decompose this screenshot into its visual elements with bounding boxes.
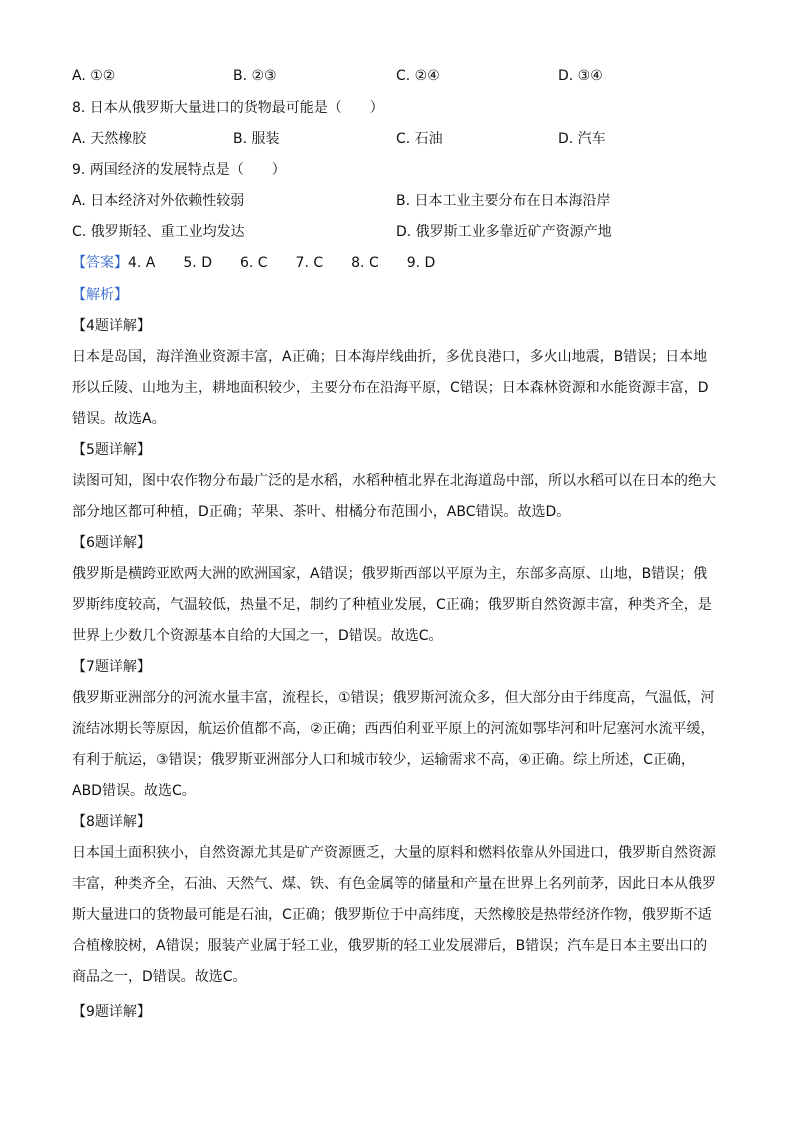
section-7-line: 俄罗斯亚洲部分的河流水量丰富，流程长，①错误；俄罗斯河流众多，但大部分由于纬度高，气温低，河 — [72, 690, 715, 706]
section-4-heading: 【4题详解】 — [72, 318, 151, 334]
section-7-line: 流结冰期长等原因，航运价值都不高，②正确；西西伯利亚平原上的河流如鄂毕河和叶尼塞河水流平缓， — [72, 721, 715, 737]
analysis-label: 【解析】 — [72, 287, 128, 303]
section-8-line: 斯大量进口的货物最可能是石油，C正确；俄罗斯位于中高纬度，天然橡胶是热带经济作物，俄罗斯不适 — [72, 907, 712, 923]
section-6-line: 世界上少数几个资源基本自给的大国之一，D错误。故选C。 — [72, 628, 443, 644]
section-5-line: 读图可知，图中农作物分布最广泛的是水稻，水稻种植北界在北海道岛中部，所以水稻可以在日本的绝大 — [72, 473, 716, 489]
q9-option-c: C. 俄罗斯轻、重工业均发达 — [72, 224, 245, 240]
q8-option-b: B. 服装 — [233, 131, 280, 147]
section-4-body — [72, 342, 722, 435]
section-6-line: 罗斯纬度较高，气温较低，热量不足，制约了种植业发展，C正确；俄罗斯自然资源丰富，种类齐全，是 — [72, 597, 712, 613]
section-4-line: 日本是岛国，海洋渔业资源丰富，A正确；日本海岸线曲折，多优良港口，多火山地震，B错误；日本地 — [72, 349, 708, 365]
q9-option-b: B. 日本工业主要分布在日本海沿岸 — [396, 193, 611, 209]
section-7-line: ABD错误。故选C。 — [72, 783, 196, 799]
q9-option-a: A. 日本经济对外依赖性较弱 — [72, 193, 245, 209]
section-5-line: 部分地区都可种植，D正确；苹果、茶叶、柑橘分布范围小，ABC错误。故选D。 — [72, 504, 571, 520]
answer-values: 4. A 5. D 6. C 7. C 8. C 9. D — [128, 255, 436, 271]
section-7-line: 有利于航运，③错误；俄罗斯亚洲部分人口和城市较少，运输需求不高，④正确。综上所述，C正确， — [72, 752, 695, 768]
q9-stem: 9. 两国经济的发展特点是（ ） — [72, 162, 286, 178]
section-8-body — [72, 838, 722, 993]
section-4-line: 形以丘陵、山地为主，耕地面积较少，主要分布在沿海平原，C错误；日本森林资源和水能资源丰富，D — [72, 380, 709, 396]
q7-option-c: C. ②④ — [396, 68, 440, 84]
section-7-body — [72, 683, 722, 807]
section-6-body — [72, 559, 722, 652]
section-8-line: 合植橡胶树，A错误；服装产业属于轻工业，俄罗斯的轻工业发展滞后，B错误；汽车是日本主要出口的 — [72, 938, 708, 954]
q8-option-a: A. 天然橡胶 — [72, 131, 147, 147]
section-4-line: 错误。故选A。 — [72, 411, 166, 427]
section-6-line: 俄罗斯是横跨亚欧两大洲的欧洲国家，A错误；俄罗斯西部以平原为主，东部多高原、山地，B错误；俄 — [72, 566, 708, 582]
q7-option-a: A. ①② — [72, 68, 116, 84]
section-5-body — [72, 466, 722, 528]
q8-option-d: D. 汽车 — [558, 131, 606, 147]
section-9-heading: 【9题详解】 — [72, 1004, 151, 1020]
section-8-heading: 【8题详解】 — [72, 814, 151, 830]
q8-stem: 8. 日本从俄罗斯大量进口的货物最可能是（ ） — [72, 100, 384, 116]
q8-option-c: C. 石油 — [396, 131, 443, 147]
section-7-heading: 【7题详解】 — [72, 659, 151, 675]
section-8-line: 商品之一，D错误。故选C。 — [72, 969, 247, 985]
section-8-line: 丰富，种类齐全，石油、天然气、煤、铁、有色金属等的储量和产量在世界上名列前茅，因此日本从俄罗 — [72, 876, 716, 892]
section-8-line: 日本国土面积狭小，自然资源尤其是矿产资源匮乏，大量的原料和燃料依靠从外国进口，俄罗斯自然资源 — [72, 845, 716, 861]
q7-option-d: D. ③④ — [558, 68, 603, 84]
answer-line — [72, 253, 435, 273]
section-6-heading: 【6题详解】 — [72, 535, 151, 551]
q7-option-b: B. ②③ — [233, 68, 277, 84]
answer-label: 【答案】 — [72, 255, 128, 271]
q9-option-d: D. 俄罗斯工业多靠近矿产资源产地 — [396, 224, 612, 240]
section-5-heading: 【5题详解】 — [72, 442, 151, 458]
